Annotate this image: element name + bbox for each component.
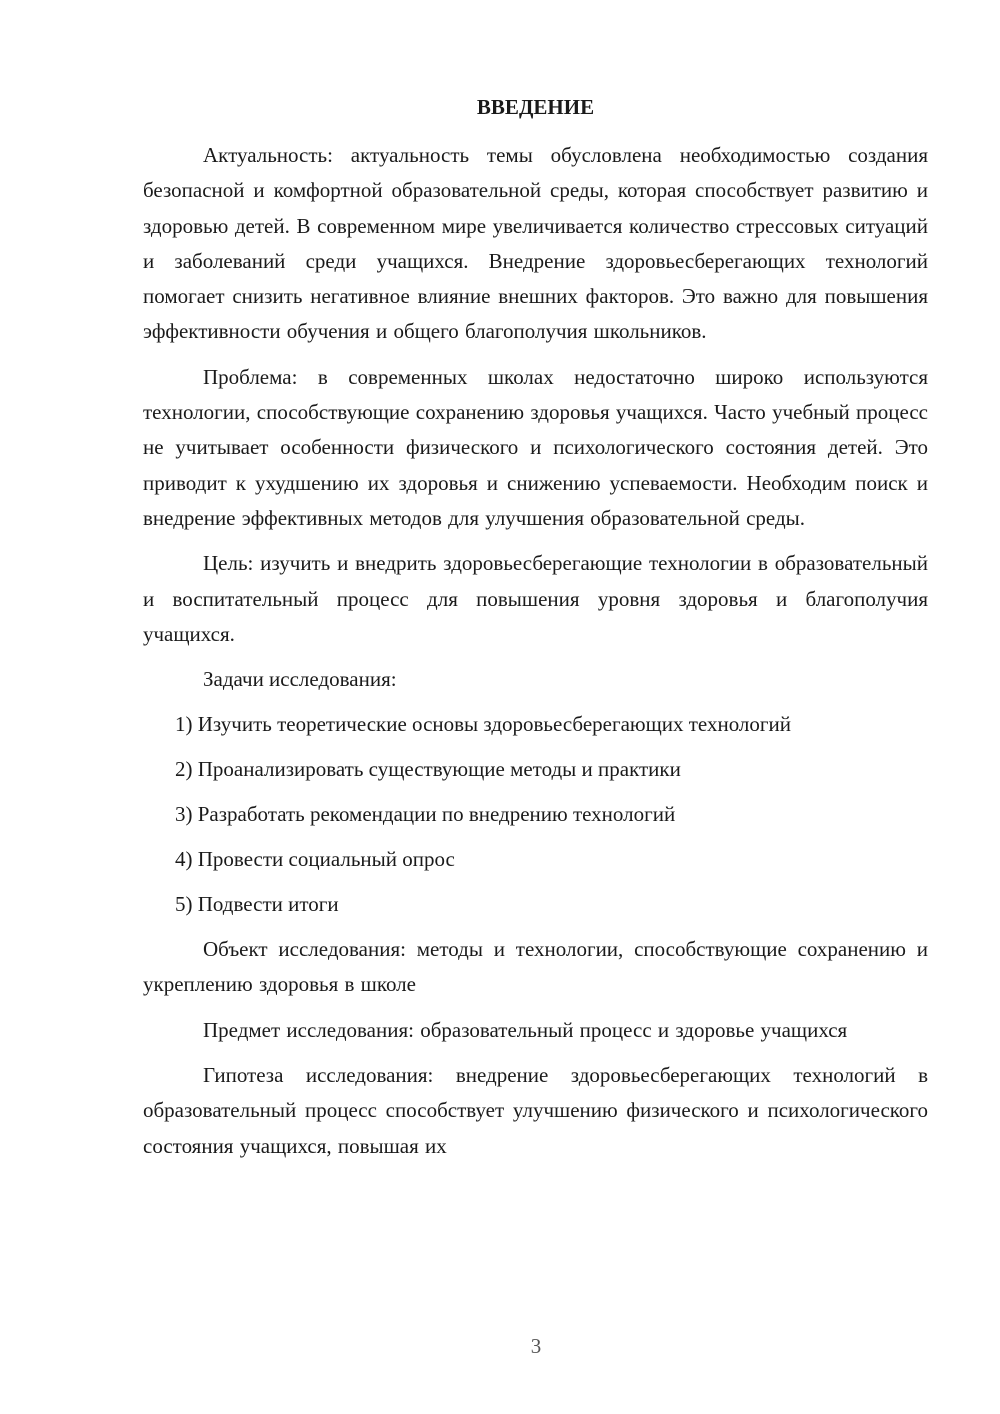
- task-list: [143, 707, 928, 922]
- paragraph-goal: Цель: изучить и внедрить здоровьесберегающие технологии в образовательный и воспитательный процесс для повышения уровня здоровья и благополучия учащихся.: [143, 551, 928, 646]
- task-item: 4) Провести социальный опрос: [175, 847, 455, 872]
- paragraph-problem: Проблема: в современных школах недостаточно широко используются технологии, способствующие сохранению здоровья учащихся. Часто учебный процесс не учитывает особенности физического и психологического состояния детей. Это приводит к ухудшению их здоровья и снижению успеваемости. Необходим поиск и внедрение эффективных методов для улучшения образовательной среды.: [143, 364, 928, 530]
- tasks-heading: Задачи исследования:: [203, 667, 397, 692]
- task-item: 2) Проанализировать существующие методы и практики: [175, 757, 681, 782]
- page-number: 3: [530, 1334, 542, 1358]
- paragraph-relevance: Актуальность: актуальность темы обусловлена необходимостью создания безопасной и комфортной образовательной среды, которая способствует развитию и здоровью детей. В современном мире увеличивается количество стрессовых ситуаций и заболеваний среди учащихся. Внедрение здоровьесберегающих технологий помогает снизить негативное влияние внешних факторов. Это важно для повышения эффективности обучения и общего благополучия школьников.: [143, 143, 928, 344]
- document-page: [143, 92, 928, 1164]
- task-item: 3) Разработать рекомендации по внедрению технологий: [175, 802, 676, 827]
- task-item: 1) Изучить теоретические основы здоровьесберегающих технологий: [175, 712, 791, 737]
- paragraph-hypothesis: Гипотеза исследования: внедрение здоровьесберегающих технологий в образовательный процесс способствует улучшению физического и психологического состояния учащихся, повышая их: [143, 1063, 928, 1158]
- task-item: 5) Подвести итоги: [175, 892, 339, 917]
- paragraph-subject: Предмет исследования: образовательный процесс и здоровье учащихся: [203, 1017, 848, 1042]
- paragraph-object: Объект исследования: методы и технологии, способствующие сохранению и укреплению здоровья в школе: [143, 937, 928, 997]
- section-title: ВВЕДЕНИЕ: [476, 95, 595, 119]
